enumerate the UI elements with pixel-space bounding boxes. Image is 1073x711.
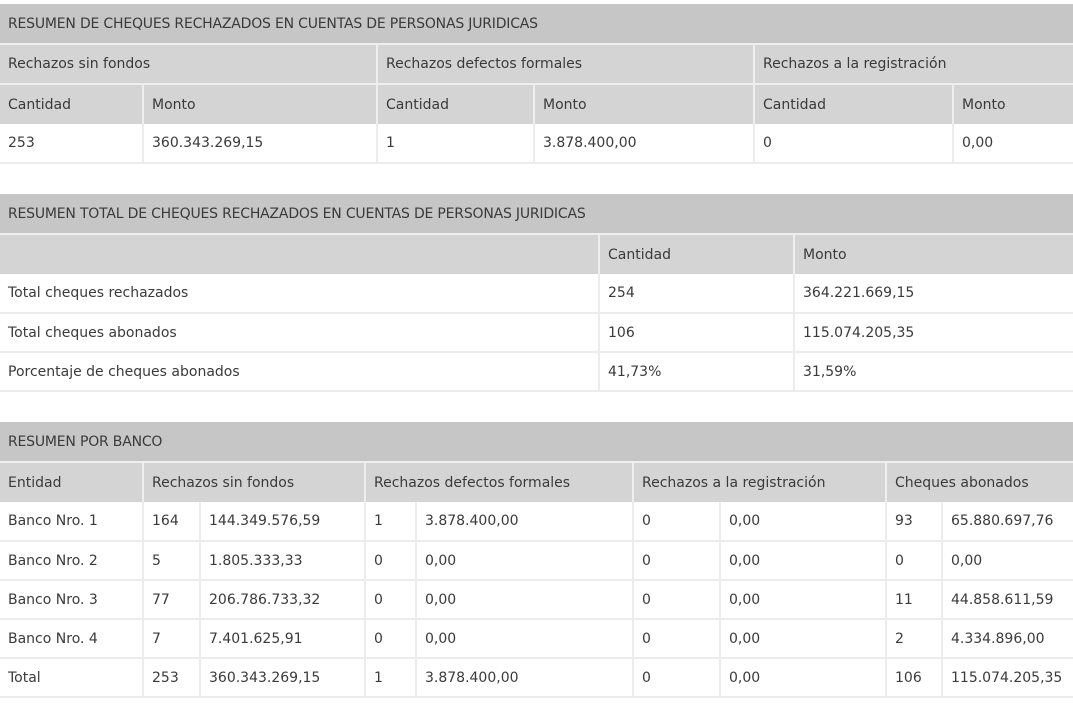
column-header-monto: Monto [794, 234, 1073, 274]
table-cell: 1 [365, 658, 416, 697]
table-cell: 115.074.205,35 [794, 313, 1073, 352]
table-cell: 364.221.669,15 [794, 274, 1073, 313]
table-cell: 41,73% [599, 352, 794, 391]
table-cell: 7.401.625,91 [200, 619, 365, 658]
juridicas-title: RESUMEN DE CHEQUES RECHAZADOS EN CUENTAS DE PERSONAS JURIDICAS [0, 4, 1073, 44]
table-cell: 0 [633, 502, 720, 541]
table-cell: 144.349.576,59 [200, 502, 365, 541]
table-cell: 77 [143, 580, 200, 619]
table-row-total [0, 658, 1073, 697]
table-row [0, 502, 1073, 541]
group-header-sin-fondos: Rechazos sin fondos [0, 44, 377, 84]
column-header-blank [0, 234, 599, 274]
table-cell: 0 [633, 619, 720, 658]
table-cell: 0,00 [720, 580, 886, 619]
table-row [0, 352, 1073, 391]
subheader-monto: Monto [143, 84, 377, 124]
table-cell: 44.858.611,59 [942, 580, 1073, 619]
table-cell: 0,00 [416, 541, 633, 580]
table-cell: 0 [633, 658, 720, 697]
table-cell: 0 [633, 541, 720, 580]
table-cell: 3.878.400,00 [534, 124, 754, 163]
table-cell: 11 [886, 580, 942, 619]
group-header-defectos-formales: Rechazos defectos formales [377, 44, 754, 84]
subheader-monto: Monto [953, 84, 1073, 124]
subheader-monto: Monto [534, 84, 754, 124]
table-cell: 254 [599, 274, 794, 313]
table-cell: 3.878.400,00 [416, 502, 633, 541]
table-cell: 3.878.400,00 [416, 658, 633, 697]
table-cell: 360.343.269,15 [200, 658, 365, 697]
group-header-sin-fondos: Rechazos sin fondos [143, 462, 365, 502]
table-cell: 0,00 [720, 541, 886, 580]
column-header-cantidad: Cantidad [599, 234, 794, 274]
row-label: Banco Nro. 4 [0, 619, 143, 658]
table-cell: 0,00 [720, 619, 886, 658]
table-cell: 115.074.205,35 [942, 658, 1073, 697]
table-cell: 4.334.896,00 [942, 619, 1073, 658]
table-cell: 0 [633, 580, 720, 619]
table-cell: 253 [0, 124, 143, 163]
group-header-defectos-formales: Rechazos defectos formales [365, 462, 633, 502]
table-cell: 5 [143, 541, 200, 580]
banco-title: RESUMEN POR BANCO [0, 422, 1073, 462]
table-cell: 0 [365, 580, 416, 619]
table-cell: 164 [143, 502, 200, 541]
table-cell: 1.805.333,33 [200, 541, 365, 580]
table-cell: 0,00 [720, 502, 886, 541]
table-cell: 206.786.733,32 [200, 580, 365, 619]
row-label: Total cheques rechazados [0, 274, 599, 313]
table-row [0, 124, 1073, 163]
table-cell: 2 [886, 619, 942, 658]
table-cell: 0,00 [416, 619, 633, 658]
table-cell: 253 [143, 658, 200, 697]
total-summary-table [0, 194, 1073, 392]
table-cell: 360.343.269,15 [143, 124, 377, 163]
group-header-registracion: Rechazos a la registración [633, 462, 886, 502]
table-cell: 31,59% [794, 352, 1073, 391]
row-label: Banco Nro. 2 [0, 541, 143, 580]
juridicas-summary-table [0, 4, 1073, 164]
table-cell: 1 [377, 124, 534, 163]
table-cell: 106 [599, 313, 794, 352]
group-header-abonados: Cheques abonados [886, 462, 1073, 502]
table-cell: 0,00 [416, 580, 633, 619]
row-label: Banco Nro. 1 [0, 502, 143, 541]
subheader-cantidad: Cantidad [754, 84, 953, 124]
table-row [0, 580, 1073, 619]
table-cell: 0 [754, 124, 953, 163]
table-cell: 0 [365, 619, 416, 658]
table-cell: 0 [365, 541, 416, 580]
table-cell: 7 [143, 619, 200, 658]
table-row [0, 541, 1073, 580]
table-row [0, 313, 1073, 352]
subheader-cantidad: Cantidad [377, 84, 534, 124]
table-cell: 93 [886, 502, 942, 541]
table-cell: 0,00 [942, 541, 1073, 580]
group-header-registracion: Rechazos a la registración [754, 44, 1073, 84]
table-cell: 1 [365, 502, 416, 541]
row-label: Total [0, 658, 143, 697]
row-label: Banco Nro. 3 [0, 580, 143, 619]
banco-summary-table [0, 422, 1073, 698]
subheader-cantidad: Cantidad [0, 84, 143, 124]
table-cell: 65.880.697,76 [942, 502, 1073, 541]
table-cell: 106 [886, 658, 942, 697]
table-cell: 0,00 [953, 124, 1073, 163]
column-header-entidad: Entidad [0, 462, 143, 502]
total-title: RESUMEN TOTAL DE CHEQUES RECHAZADOS EN CUENTAS DE PERSONAS JURIDICAS [0, 194, 1073, 234]
table-row [0, 274, 1073, 313]
table-row [0, 619, 1073, 658]
table-cell: 0 [886, 541, 942, 580]
row-label: Total cheques abonados [0, 313, 599, 352]
table-cell: 0,00 [720, 658, 886, 697]
row-label: Porcentaje de cheques abonados [0, 352, 599, 391]
